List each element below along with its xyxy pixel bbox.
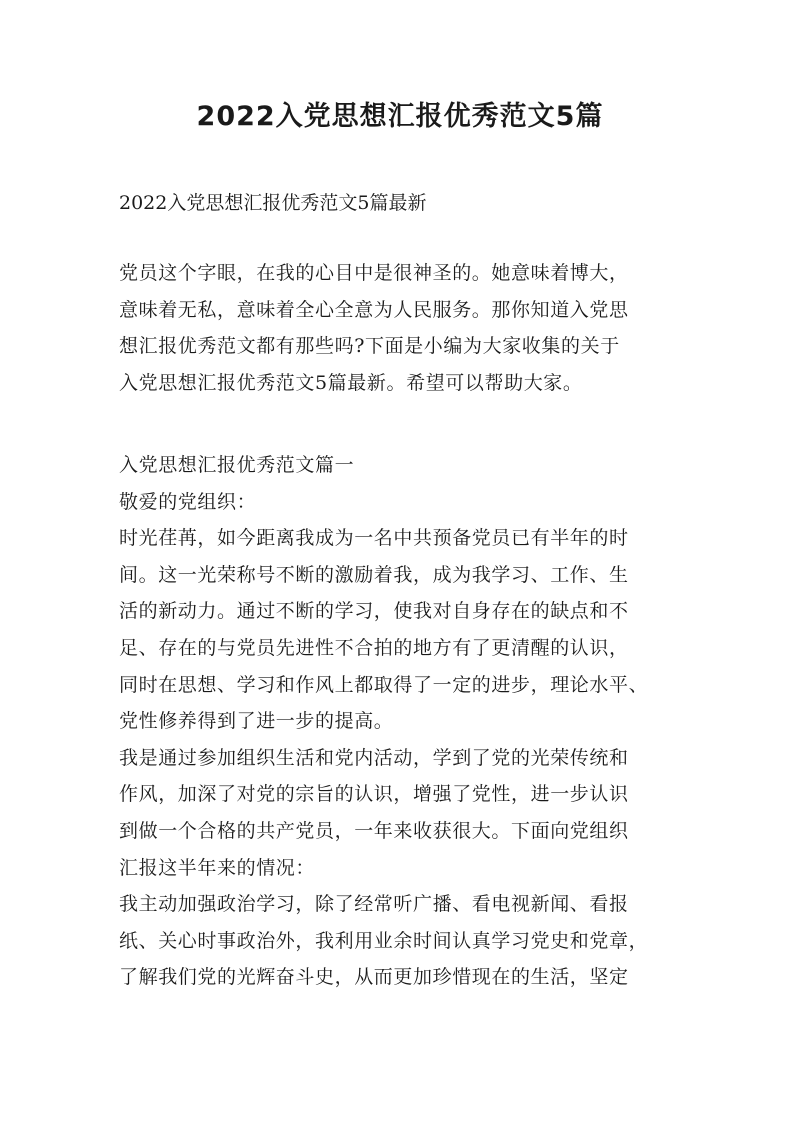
text-line: 了解我们党的光辉奋斗史，从而更加珍惜现在的生活，坚定 (119, 966, 629, 989)
text-line: 作风，加深了对党的宗旨的认识，增强了党性，进一步认识 (119, 783, 629, 806)
text-line: 汇报这半年来的情况： (119, 856, 316, 879)
section-heading: 入党思想汇报优秀范文篇一 (119, 454, 355, 476)
text-line: 入党思想汇报优秀范文5篇最新。希望可以帮助大家。 (119, 371, 583, 394)
text-line: 想汇报优秀范文都有那些吗?下面是小编为大家收集的关于 (119, 335, 620, 358)
salutation: 敬爱的党组织： (119, 490, 257, 513)
text-line: 我主动加强政治学习，除了经常听广播、看电视新闻、看报 (119, 893, 629, 916)
text-line: 到做一个合格的共产党员，一年来收获很大。下面向党组织 (119, 819, 629, 842)
text-line: 纸、关心时事政治外，我利用业余时间认真学习党史和党章， (119, 929, 649, 952)
intro-paragraph (119, 255, 689, 401)
section-one (119, 447, 689, 996)
text-line: 同时在思想、学习和作风上都取得了一定的进步，理论水平、 (119, 673, 649, 696)
text-line: 党员这个字眼，在我的心目中是很神圣的。她意味着博大， (119, 262, 629, 284)
text-line: 时光荏苒，如今距离我成为一名中共预备党员已有半年的时 (119, 527, 629, 550)
document-title: 2022入党思想汇报优秀范文5篇 (196, 101, 604, 132)
text-line: 意味着无私，意味着全心全意为人民服务。那你知道入党思 (119, 298, 629, 321)
document-subtitle: 2022入党思想汇报优秀范文5篇最新 (119, 192, 427, 214)
text-line: 间。这一光荣称号不断的激励着我，成为我学习、工作、生 (119, 563, 629, 586)
text-line: 活的新动力。通过不断的学习，使我对自身存在的缺点和不 (119, 600, 629, 623)
text-line: 足、存在的与党员先进性不合拍的地方有了更清醒的认识， (119, 636, 629, 659)
text-line: 我是通过参加组织生活和党内活动，学到了党的光荣传统和 (119, 746, 629, 769)
text-line: 党性修养得到了进一步的提高。 (119, 710, 394, 733)
